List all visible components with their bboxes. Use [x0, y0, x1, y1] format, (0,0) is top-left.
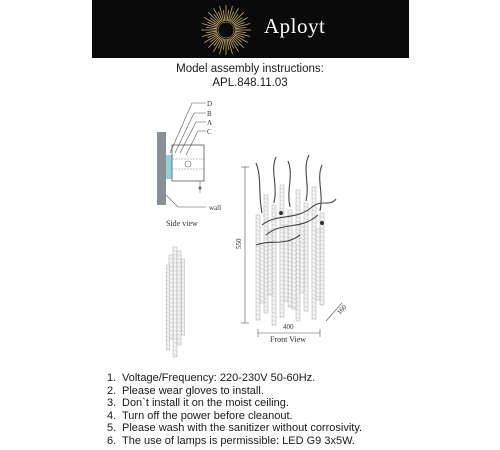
- crystal-rod: [260, 245, 264, 303]
- instruction-text: The use of lamps is permissible: LED G9 3x5W.: [122, 434, 355, 447]
- crystal-rod: [300, 223, 304, 293]
- instruction-number: 1.: [107, 372, 117, 384]
- branch-frame: [288, 161, 290, 207]
- depth-dimension: 160: [335, 303, 349, 317]
- wall-label: wall: [209, 204, 222, 212]
- crystal-rod: [256, 215, 260, 320]
- instruction-text: Don`t install it on the moist ceiling.: [122, 397, 289, 410]
- branch-frame: [306, 155, 309, 201]
- document-title: [0, 62, 500, 90]
- side-pendant-illustration: [167, 247, 185, 357]
- crystal-rod: [284, 225, 288, 302]
- brand-banner: [92, 0, 409, 58]
- front-view-diagram: [235, 155, 349, 344]
- crystal-rod: [288, 210, 292, 307]
- front-view-label: Front View: [270, 335, 307, 344]
- side-view-diagram: [157, 100, 221, 228]
- side-view-label: Side view: [166, 219, 198, 228]
- lamp-socket: [320, 221, 324, 225]
- crystal-rod: [268, 230, 272, 295]
- crystal-rod: [316, 229, 320, 300]
- crystal-rod: [167, 265, 170, 350]
- instruction-list: [107, 372, 362, 448]
- crystal-rod: [173, 247, 177, 357]
- instruction-text: Voltage/Frequency: 220-230V 50-60Hz.: [122, 372, 316, 384]
- branch-frame: [256, 163, 262, 213]
- instruction-item: [107, 422, 362, 435]
- instruction-item: [107, 435, 362, 448]
- crystal-rod: [272, 205, 276, 326]
- crystal-rod: [264, 195, 268, 313]
- crystal-rod: [304, 203, 308, 312]
- instruction-number: 2.: [107, 384, 117, 397]
- part-letter-d: D: [207, 100, 213, 108]
- crystal-rod: [177, 251, 181, 345]
- instruction-number: 6.: [107, 434, 117, 447]
- lamp-socket: [279, 211, 283, 215]
- instruction-text: Please wash with the sanitizer without corrosivity.: [122, 422, 363, 435]
- branch-frame: [320, 165, 322, 211]
- instruction-number: 4.: [107, 409, 117, 422]
- instruction-item: [107, 385, 362, 398]
- instruction-text: Please wear gloves to install.: [122, 384, 264, 397]
- branch-frame: [274, 157, 276, 203]
- part-letter-c: C: [207, 128, 212, 136]
- part-letter-b: B: [207, 110, 212, 118]
- crystal-rod: [182, 259, 185, 336]
- width-dimension: 400: [283, 323, 294, 331]
- wall-plate: [157, 132, 166, 205]
- sunburst-logo-icon: [200, 4, 252, 56]
- instruction-item: [107, 372, 362, 385]
- instruction-item: [107, 397, 362, 410]
- instruction-number: 3.: [107, 397, 117, 410]
- height-dimension: 550: [235, 238, 243, 249]
- crystal-rod: [292, 243, 296, 309]
- brand-name: Aployt: [264, 14, 326, 38]
- instruction-number: 5.: [107, 422, 117, 435]
- document-heading: Model assembly instructions:: [176, 63, 324, 75]
- instruction-item: [107, 410, 362, 423]
- crystal-rod: [296, 190, 300, 321]
- crystal-rod: [320, 213, 324, 306]
- instruction-text: Turn off the power before cleanout.: [122, 409, 293, 422]
- crystal-rod: [280, 185, 284, 318]
- part-letter-a: A: [207, 119, 213, 127]
- model-number: APL.848.11.03: [212, 77, 288, 89]
- technical-drawing: [0, 95, 500, 365]
